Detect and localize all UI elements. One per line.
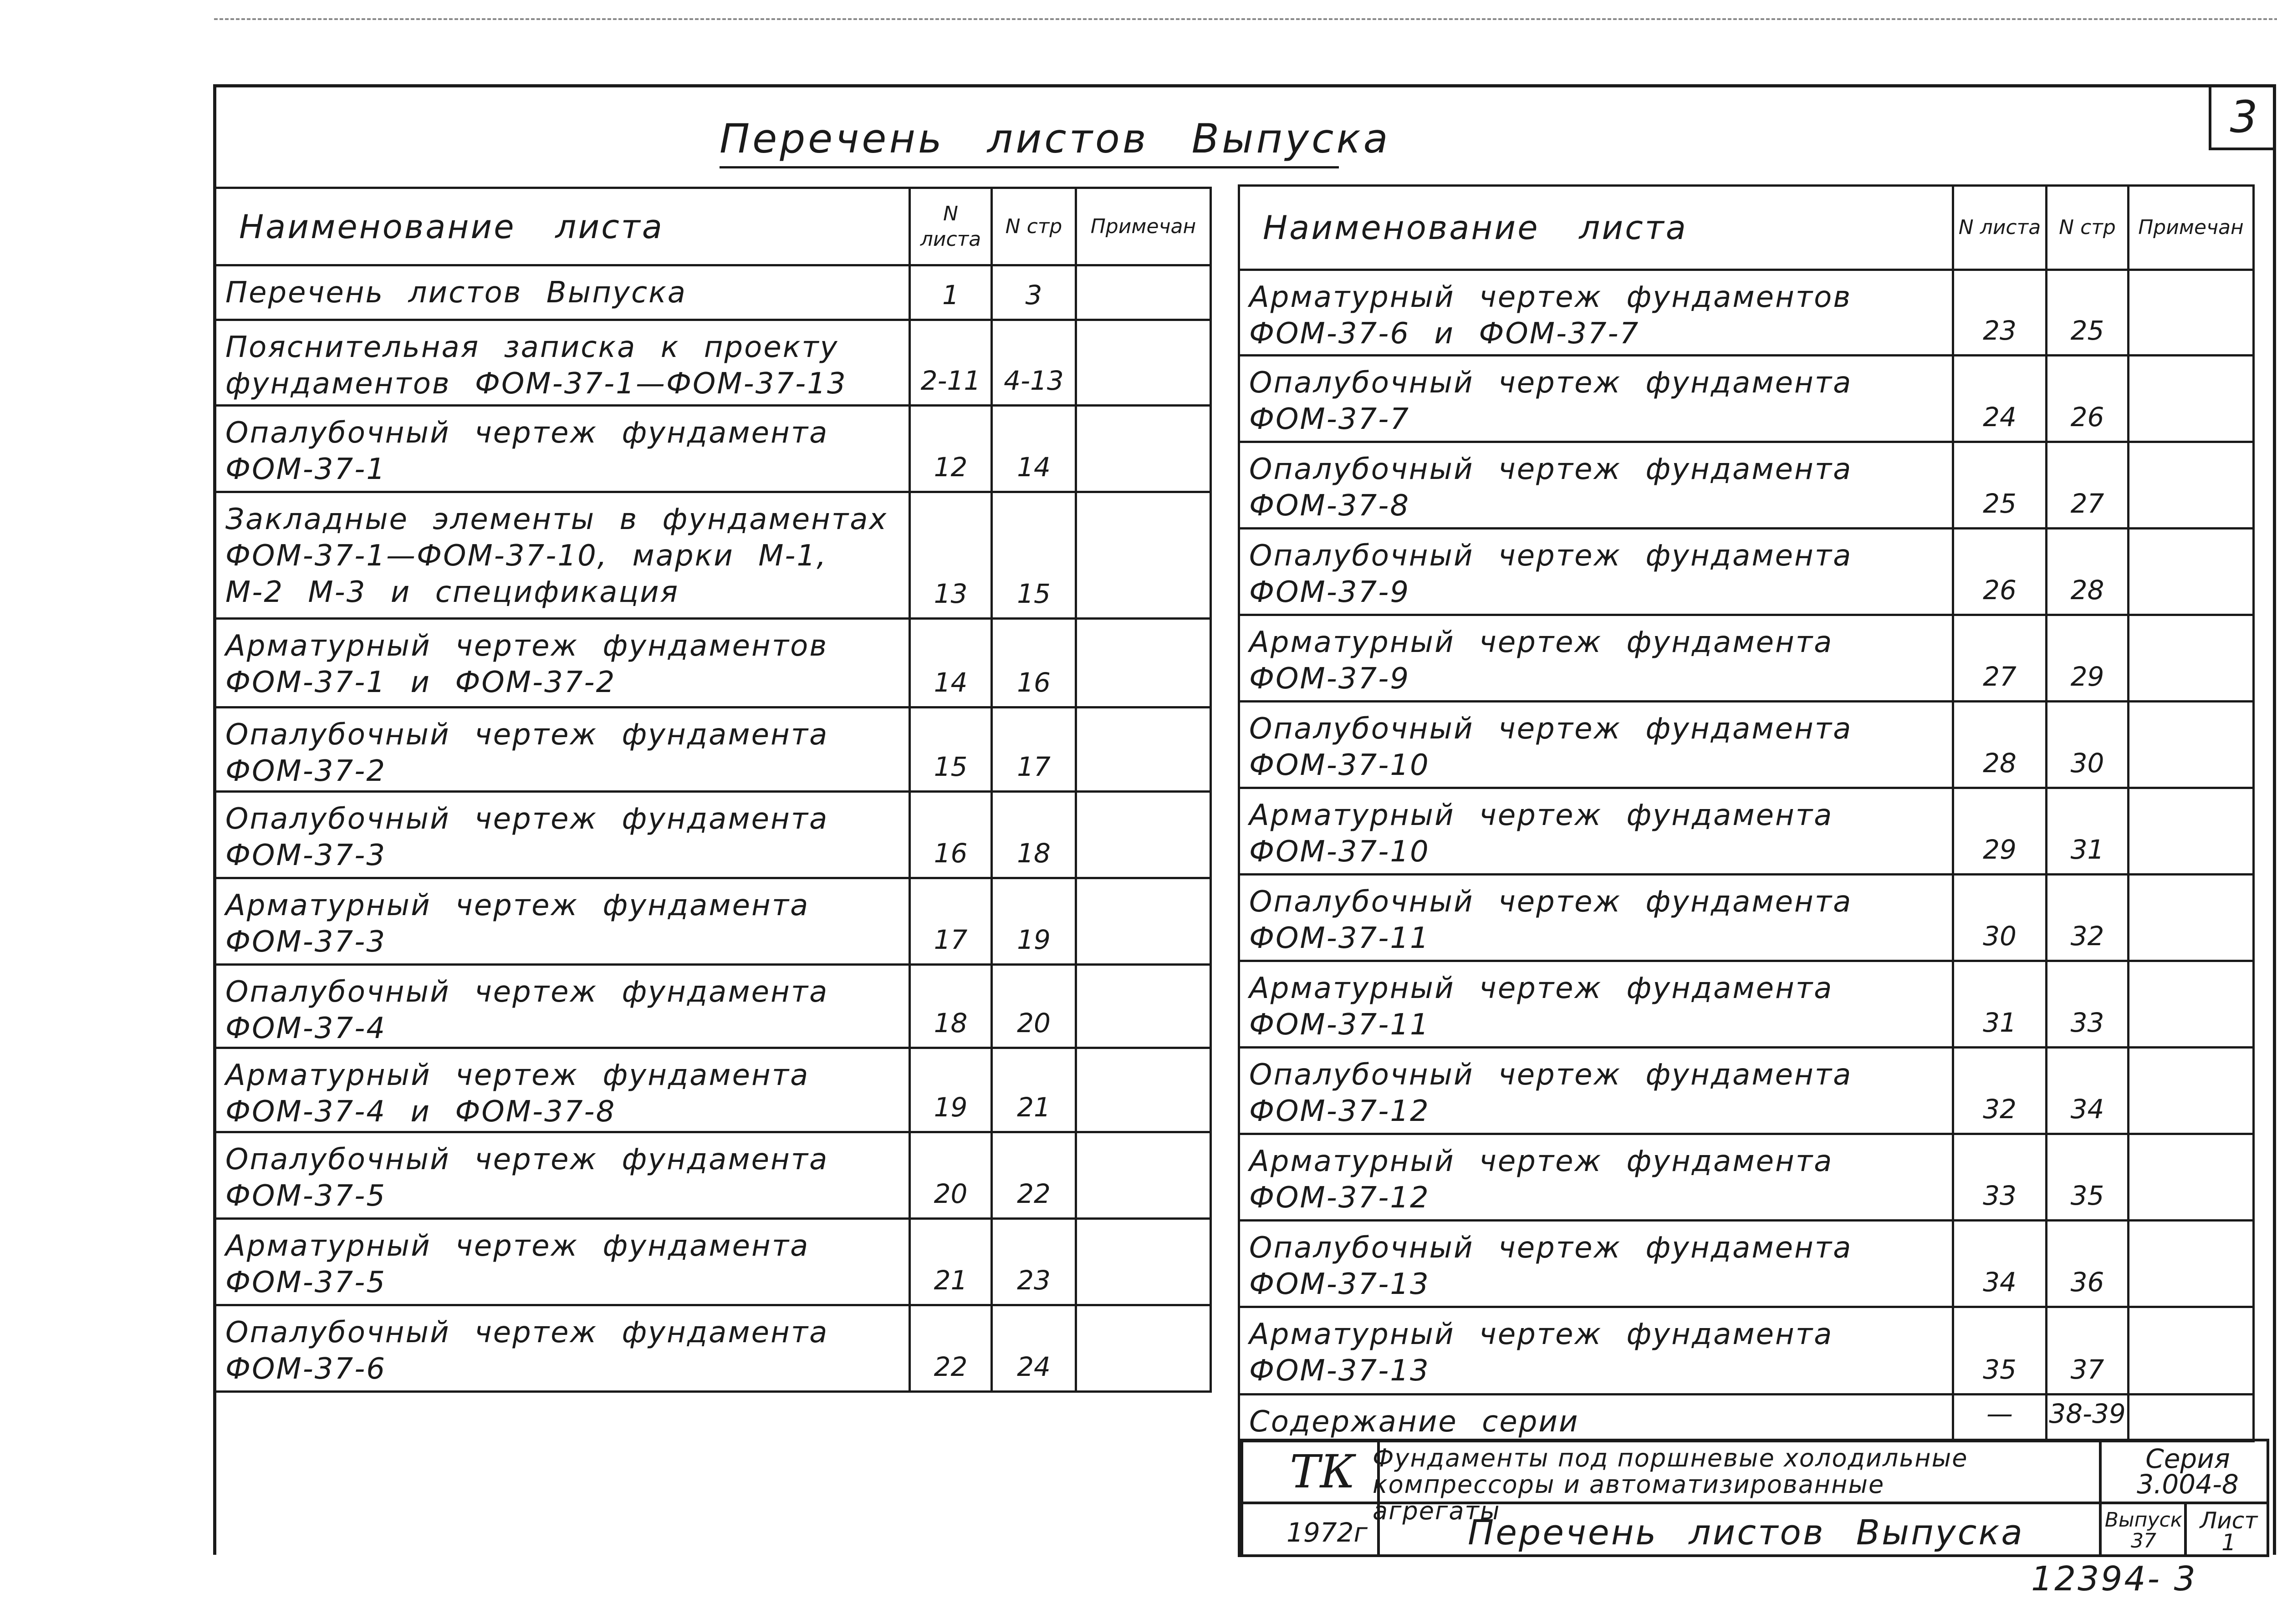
note-cell: [2129, 875, 2254, 961]
header-page-no: N стр: [992, 188, 1076, 265]
title-block-divider: [1241, 1441, 1243, 1554]
sheet-number-cell: 28: [1953, 702, 2047, 788]
table-row: [1239, 1221, 2254, 1307]
page-number-cell: 36: [2047, 1221, 2129, 1307]
note-cell: [1076, 265, 1211, 320]
note-cell: [1076, 1048, 1211, 1132]
page-number-cell: 22: [992, 1132, 1076, 1219]
note-cell: [1076, 320, 1211, 406]
sheet-number-cell: 29: [1953, 788, 2047, 875]
sheet-title-cell: Арматурный чертеж фундамента ФОМ-37-12: [1239, 1134, 1953, 1221]
page-number-cell: 15: [992, 492, 1076, 619]
table-row: [215, 619, 1211, 708]
sheet-number-cell: 1: [910, 265, 992, 320]
sheet-title-cell: Опалубочный чертеж фундамента ФОМ-37-13: [1239, 1221, 1953, 1307]
sheet-number-cell: 16: [910, 792, 992, 878]
table-row: [1239, 615, 2254, 702]
note-cell: [1076, 878, 1211, 965]
year: 1972г: [1286, 1517, 1368, 1548]
series-value: 3.004-8: [2137, 1469, 2239, 1500]
sheet-title-cell: Содержание серии: [1239, 1395, 1953, 1441]
note-cell: [1076, 619, 1211, 708]
sheet-number-cell: 22: [910, 1305, 992, 1392]
page-number-cell: 32: [2047, 875, 2129, 961]
sheet-title-cell: Закладные элементы в фундаментах ФОМ-37-1—ФОМ-37-10, марки М-1, М-2 М-3 и спецификация: [215, 492, 910, 619]
sheet-number-cell: 15: [910, 708, 992, 792]
note-cell: [2129, 442, 2254, 529]
note-cell: [2129, 1221, 2254, 1307]
note-cell: [1076, 965, 1211, 1048]
table-row: [1239, 1134, 2254, 1221]
page-number-cell: 21: [992, 1048, 1076, 1132]
sheet-title-cell: Арматурный чертеж фундамента ФОМ-37-10: [1239, 788, 1953, 875]
sheet-number-cell: 31: [1953, 961, 2047, 1048]
sheet-number-cell: 12: [910, 406, 992, 492]
table-row: [215, 1219, 1211, 1305]
sheet-title-cell: Арматурный чертеж фундаментов ФОМ-37-1 и ФОМ-37-2: [215, 619, 910, 708]
top-edge-marks: [214, 18, 2277, 32]
table-row: [1239, 875, 2254, 961]
page-number-cell: 38-39: [2047, 1395, 2129, 1441]
sheet-title-cell: Арматурный чертеж фундамента ФОМ-37-9: [1239, 615, 1953, 702]
page-number-cell: 31: [2047, 788, 2129, 875]
note-cell: [1076, 492, 1211, 619]
note-cell: [2129, 615, 2254, 702]
header-page-no: N стр: [2047, 186, 2129, 270]
table-row: [215, 492, 1211, 619]
sheet-number-cell: 13: [910, 492, 992, 619]
sheet-number-cell: 25: [1953, 442, 2047, 529]
sheet-title-cell: Опалубочный чертеж фундамента ФОМ-37-9: [1239, 529, 1953, 615]
issue-label: Выпуск: [2104, 1508, 2183, 1532]
issue-value: 37: [2131, 1529, 2156, 1553]
sheet-title-cell: Арматурный чертеж фундамента ФОМ-37-5: [215, 1219, 910, 1305]
note-cell: [2129, 1395, 2254, 1441]
page-title: Перечень листов Выпуска: [720, 112, 1339, 168]
page-number-cell: 19: [992, 878, 1076, 965]
page-number-cell: 4-13: [992, 320, 1076, 406]
page-number-cell: 24: [992, 1305, 1076, 1392]
inventory-number: 12394- 3: [2031, 1559, 2197, 1599]
sheet-number-cell: 26: [1953, 529, 2047, 615]
page-number-cell: 34: [2047, 1048, 2129, 1134]
sheet-number-cell: 34: [1953, 1221, 2047, 1307]
note-cell: [2129, 1048, 2254, 1134]
sheet-title-cell: Опалубочный чертеж фундамента ФОМ-37-11: [1239, 875, 1953, 961]
note-cell: [2129, 356, 2254, 442]
sheet-number-cell: 30: [1953, 875, 2047, 961]
table-header-row: [215, 188, 1211, 265]
table-row: [1239, 356, 2254, 442]
sheet-number: 3: [2230, 92, 2258, 143]
table-row: [1239, 702, 2254, 788]
table-row: [215, 406, 1211, 492]
sheet-cell: [2188, 1507, 2270, 1556]
page-number-cell: 25: [2047, 270, 2129, 356]
sheet-title-cell: Арматурный чертеж фундамента ФОМ-37-13: [1239, 1307, 1953, 1395]
sheet-title-cell: Опалубочный чертеж фундамента ФОМ-37-12: [1239, 1048, 1953, 1134]
header-name: Наименование листа: [1239, 186, 1953, 270]
page-number-cell: 30: [2047, 702, 2129, 788]
table-row: [1239, 270, 2254, 356]
sheet-title-cell: Опалубочный чертеж фундамента ФОМ-37-10: [1239, 702, 1953, 788]
sheet-title-cell: Арматурный чертеж фундамента ФОМ-37-11: [1239, 961, 1953, 1048]
note-cell: [2129, 529, 2254, 615]
left-sheet-list-table: [214, 187, 1212, 1393]
header-sheet-no: N листа: [910, 188, 992, 265]
sheet-number-cell: 18: [910, 965, 992, 1048]
sheet-number-cell: 24: [1953, 356, 2047, 442]
table-row: [215, 265, 1211, 320]
table-row-contents: [1239, 1395, 2254, 1441]
table-row: [1239, 1307, 2254, 1395]
table-row: [215, 708, 1211, 792]
note-cell: [1076, 792, 1211, 878]
header-note: Примечан: [1076, 188, 1211, 265]
series-label: Серия: [2145, 1443, 2230, 1474]
sheet-number-cell: 33: [1953, 1134, 2047, 1221]
right-table-body: [1239, 270, 2254, 1441]
series-cell: [2106, 1443, 2270, 1500]
sheet-number-cell: 27: [1953, 615, 2047, 702]
table-row: [215, 1048, 1211, 1132]
sheet-number-cell: 23: [1953, 270, 2047, 356]
header-name: Наименование листа: [215, 188, 910, 265]
table-header-row: [1239, 186, 2254, 270]
page-number-cell: 29: [2047, 615, 2129, 702]
table-row: [215, 320, 1211, 406]
sheet-title-cell: Опалубочный чертеж фундамента ФОМ-37-6: [215, 1305, 910, 1392]
sheet-number-box: [2209, 87, 2276, 150]
page-number-cell: 27: [2047, 442, 2129, 529]
sheet-number-cell: 17: [910, 878, 992, 965]
sheet-label: Лист: [2200, 1507, 2258, 1534]
sheet-number-cell: 21: [910, 1219, 992, 1305]
note-cell: [2129, 1134, 2254, 1221]
sheet-title-cell: Арматурный чертеж фундаментов ФОМ-37-6 и ФОМ-37-7: [1239, 270, 1953, 356]
sheet-title-cell: Опалубочный чертеж фундамента ФОМ-37-2: [215, 708, 910, 792]
note-cell: [1076, 1219, 1211, 1305]
sheet-title-cell: Перечень листов Выпуска: [215, 265, 910, 320]
sheet-title-cell: Опалубочный чертеж фундамента ФОМ-37-1: [215, 406, 910, 492]
table-row: [215, 792, 1211, 878]
table-row: [215, 1305, 1211, 1392]
note-cell: [2129, 788, 2254, 875]
project-description: Фундаменты под поршневые холодильные компрессоры и автоматизированные агрегаты: [1373, 1444, 1968, 1525]
page-number-cell: 18: [992, 792, 1076, 878]
header-sheet-no: N листа: [1953, 186, 2047, 270]
note-cell: [1076, 1132, 1211, 1219]
sheet-title-cell: Арматурный чертеж фундамента ФОМ-37-3: [215, 878, 910, 965]
page-number-cell: 28: [2047, 529, 2129, 615]
org-code: ТК: [1289, 1445, 1356, 1498]
page-number-cell: 26: [2047, 356, 2129, 442]
table-row: [215, 878, 1211, 965]
title-block-sheet-title: Перечень листов Выпуска: [1468, 1512, 2024, 1553]
sheet-title-cell: Арматурный чертеж фундамента ФОМ-37-4 и ФОМ-37-8: [215, 1048, 910, 1132]
right-sheet-list-table: [1238, 184, 2255, 1442]
page-number-cell: 14: [992, 406, 1076, 492]
note-cell: [2129, 1307, 2254, 1395]
note-cell: [1076, 708, 1211, 792]
note-cell: [2129, 961, 2254, 1048]
table-row: [1239, 529, 2254, 615]
page-number-cell: 33: [2047, 961, 2129, 1048]
sheet-number-cell: 35: [1953, 1307, 2047, 1395]
sheet-title-cell: Опалубочный чертеж фундамента ФОМ-37-3: [215, 792, 910, 878]
page-number-cell: 16: [992, 619, 1076, 708]
sheet-title-cell: Опалубочный чертеж фундамента ФОМ-37-4: [215, 965, 910, 1048]
sheet-number-cell: —: [1953, 1395, 2047, 1441]
sheet-number-cell: 32: [1953, 1048, 2047, 1134]
sheet-number-cell: 20: [910, 1132, 992, 1219]
note-cell: [1076, 1305, 1211, 1392]
sheet-title-cell: Пояснительная записка к проекту фундаментов ФОМ-37-1—ФОМ-37-13: [215, 320, 910, 406]
page-number-cell: 23: [992, 1219, 1076, 1305]
issue-cell: [2100, 1510, 2187, 1552]
sheet-title-cell: Опалубочный чертеж фундамента ФОМ-37-7: [1239, 356, 1953, 442]
sheet-number-cell: 14: [910, 619, 992, 708]
title-block: [1238, 1439, 2269, 1557]
page-number-cell: 20: [992, 965, 1076, 1048]
sheet-title-cell: Опалубочный чертеж фундамента ФОМ-37-8: [1239, 442, 1953, 529]
sheet-number-cell: 19: [910, 1048, 992, 1132]
page-number-cell: 35: [2047, 1134, 2129, 1221]
note-cell: [2129, 270, 2254, 356]
page-number-cell: 3: [992, 265, 1076, 320]
left-table-body: [215, 265, 1211, 1392]
table-row: [215, 965, 1211, 1048]
note-cell: [2129, 702, 2254, 788]
sheet-value: 1: [2221, 1529, 2236, 1556]
page-number-cell: 17: [992, 708, 1076, 792]
page-number-cell: 37: [2047, 1307, 2129, 1395]
table-row: [1239, 961, 2254, 1048]
sheet-number-cell: 2-11: [910, 320, 992, 406]
table-row: [215, 1132, 1211, 1219]
table-row: [1239, 442, 2254, 529]
table-row: [1239, 788, 2254, 875]
table-row: [1239, 1048, 2254, 1134]
header-note: Примечан: [2129, 186, 2254, 270]
note-cell: [1076, 406, 1211, 492]
sheet-title-cell: Опалубочный чертеж фундамента ФОМ-37-5: [215, 1132, 910, 1219]
